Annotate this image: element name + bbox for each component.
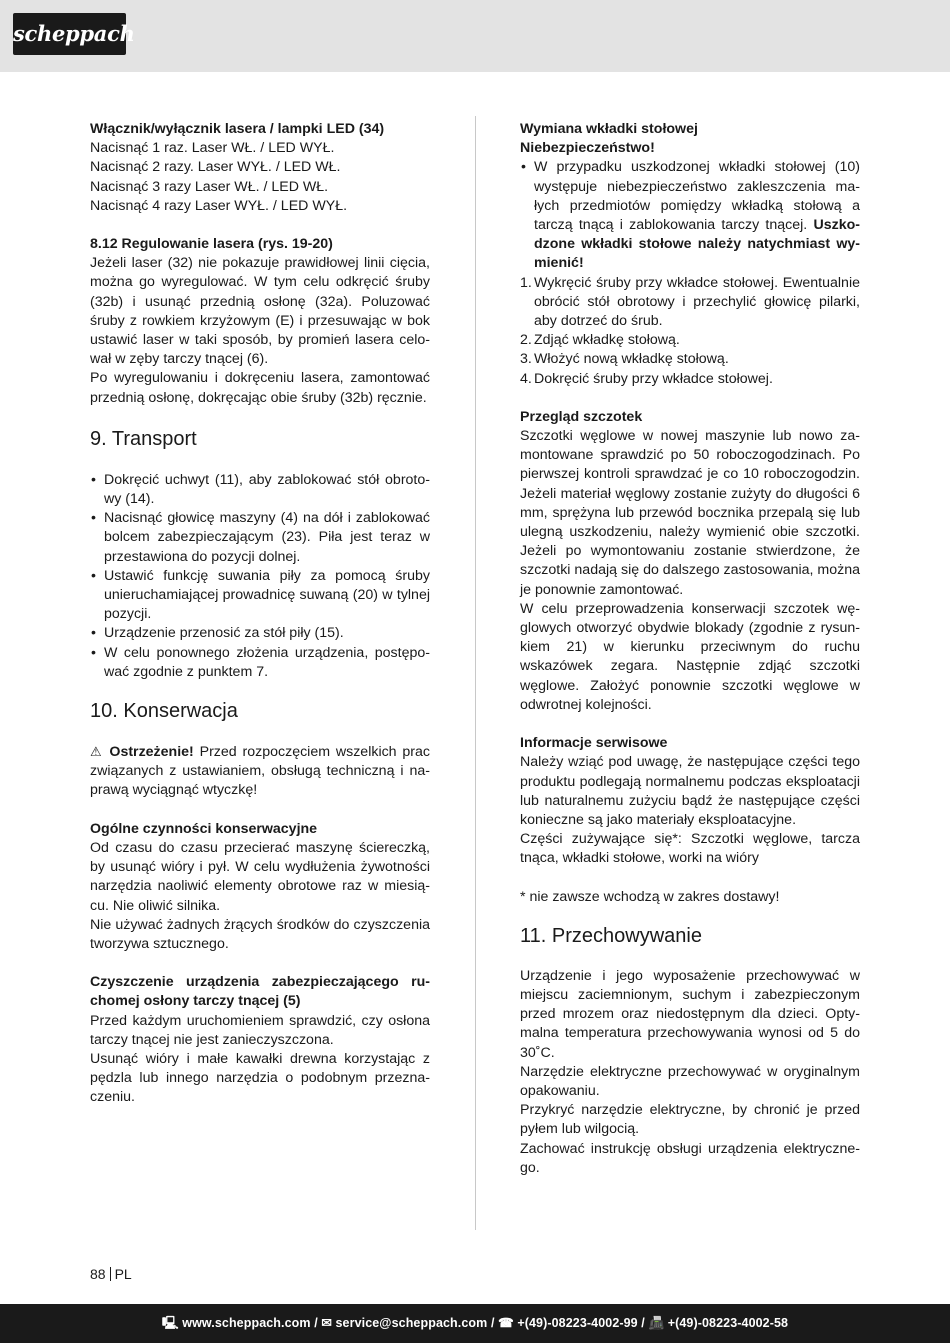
list-item: • Ustawić funkcję suwania piły za pomocą śruby unieruchamiającej prowadnicę suwaną (20) w tylnej pozycji. bbox=[90, 567, 430, 625]
left-column bbox=[90, 120, 430, 1108]
list-item bbox=[520, 350, 860, 369]
list-item: • Urządzenie przenosić za stół piły (15). bbox=[90, 624, 430, 643]
step-text: Zdjąć wkładkę stołową. bbox=[534, 332, 680, 349]
delivery-note: * nie zawsze wchodzą w zakres dostawy! bbox=[520, 888, 780, 905]
laser-adjust-paragraph: Jeżeli laser (32) nie pokazuje prawidłowej linii cięcia, można go wyregulować. W tym celu odkręcić śruby (32b) i usunąć przednią osłonę (32a). Poluzować śruby z rowkiem krzyżowym (E) i przesuwając w bok ustawić laser w taki sposób, by promień lasera celował w zęby tarczy tnącej (6). bbox=[90, 255, 430, 368]
service-paragraph: Części zużywające się*: Szczotki węglowe, tarcza tnąca, wkładki stołowe, worki na wióry bbox=[520, 831, 860, 867]
footer-web[interactable]: www.scheppach.com bbox=[182, 1316, 311, 1331]
insert-warning-bold: Uszkodzone wkładki stołowe należy natychmiast wymienić! bbox=[534, 217, 860, 272]
warning-paragraph bbox=[90, 742, 430, 801]
page-number-value: 88 bbox=[90, 1266, 106, 1282]
list-item bbox=[520, 331, 860, 350]
phone-icon: ☎ bbox=[498, 1316, 514, 1331]
list-item bbox=[520, 274, 860, 332]
laser-adjust-paragraph: Po wyregulowaniu i dokręceniu lasera, zamontować przednią osłonę, dokręcając obie śruby (32b) ręcznie. bbox=[90, 370, 430, 406]
cleaning-paragraph: Przed każdym uruchomieniem sprawdzić, czy osłona tarczy tnącej nie jest zanieczyszczona. bbox=[90, 1012, 430, 1048]
service-paragraph: Należy wziąć pod uwagę, że następujące części tego produktu podlegają normalnemu podczas eksploatacji lub naturalnemu zużyciu bądź że następujące części konieczne są jako materiały eksploatacyjne. bbox=[520, 754, 860, 828]
section-heading-storage: 11. Przechowywanie bbox=[520, 924, 702, 947]
step-number: 1. bbox=[520, 274, 532, 291]
insert-steps bbox=[520, 274, 860, 389]
footer-bar bbox=[0, 1304, 950, 1343]
storage-paragraph: Przykryć narzędzie elektryczne, by chronić je przed pyłem lub wilgocią. bbox=[520, 1102, 860, 1138]
monitor-icon: 🖳 bbox=[161, 1316, 179, 1331]
list-item: • Dokręcić uchwyt (11), aby zablokować stół obrotowy (14). bbox=[90, 471, 430, 509]
list-item: • W celu ponownego złożenia urządzenia, postępować zgodnie z punktem 7. bbox=[90, 644, 430, 682]
laser-adjust-title: 8.12 Regulowanie lasera (rys. 19-20) bbox=[90, 236, 333, 253]
step-number: 2. bbox=[520, 332, 532, 349]
footer-mail[interactable]: service@scheppach.com bbox=[335, 1316, 488, 1331]
footer-separator: / bbox=[310, 1316, 322, 1331]
right-column bbox=[520, 120, 860, 1178]
general-maintenance-paragraph: Nie używać żadnych żrących środków do czyszczenia tworzywa sztucznego. bbox=[90, 916, 430, 952]
column-divider bbox=[475, 116, 476, 1230]
footer-phone: +(49)-08223-4002-99 bbox=[517, 1316, 638, 1331]
cleaning-paragraph: Usunąć wióry i małe kawałki drewna korzystając z pędzla lub innego narzędzia o podobnym przeznaczeniu. bbox=[90, 1050, 430, 1106]
warning-text: Przed rozpoczęciem wszelkich prac związanych z ustawianiem, obsługą techniczną i naprawą wyciągnąć wtyczkę! bbox=[90, 744, 431, 799]
general-maintenance-paragraph: Od czasu do czasu przecierać maszynę ściereczką, by usunąć wióry i pył. W celu wydłużenia żywotności narzędzia naoliwić elementy obrotowe raz w miesiącu. Nie oliwić silnika. bbox=[90, 839, 430, 914]
insert-warning-text: W przypadku uszkodzonej wkładki stołowej (10) występuje niebezpieczeństwo zakleszczenia małych przedmiotów pomiędzy wkładką stołową a tarczą tnącą i zablokowania tarczy tnącej. bbox=[534, 159, 860, 234]
transport-list bbox=[90, 471, 430, 682]
storage-paragraph: Zachować instrukcję obsługi urządzenia elektrycznego. bbox=[520, 1140, 860, 1176]
step-number: 3. bbox=[520, 351, 532, 368]
section-heading-transport: 9. Transport bbox=[90, 427, 197, 450]
footer-separator: / bbox=[487, 1316, 499, 1331]
list-item: • Nacisnąć głowicę maszyny (4) na dół i zablokować bolcem zabezpieczającym (23). Piła jest teraz w przestawiona do pozycji dolnej. bbox=[90, 509, 430, 567]
storage-paragraph: Narzędzie elektryczne przechowywać w oryginalnym opakowaniu. bbox=[520, 1063, 860, 1099]
mail-icon: ✉ bbox=[321, 1316, 332, 1331]
service-title: Informacje serwisowe bbox=[520, 735, 668, 752]
brushes-paragraph: W celu przeprowadzenia konserwacji szczotek węglowych otworzyć obydwie blokady (zgodnie z rysunkiem 21) w kierunku przeciwnym do ruchu wskazówek zegara. Następnie zdjąć szczotki węglowe. Założyć ponownie szczotki węglowe w odwrotnej kolejności. bbox=[520, 600, 860, 713]
fax-icon: 📠 bbox=[648, 1316, 665, 1331]
header-band bbox=[0, 0, 950, 72]
insert-warning-list bbox=[520, 158, 860, 273]
brushes-title: Przegląd szczotek bbox=[520, 408, 643, 425]
danger-label: Niebezpieczeństwo! bbox=[520, 140, 655, 157]
footer-separator: / bbox=[637, 1316, 649, 1331]
list-item bbox=[520, 158, 860, 273]
step-text: Wykręcić śruby przy wkładce stołowej. Ewentualnie obrócić stół obrotowy i przechylić głowicę pilarki, aby dotrzeć do śrub. bbox=[534, 274, 860, 330]
section-heading-konserwacja: 10. Konserwacja bbox=[90, 700, 238, 723]
page-language: PL bbox=[114, 1266, 132, 1282]
general-maintenance-title: Ogólne czynności konserwacyjne bbox=[90, 820, 318, 837]
page-number bbox=[90, 1265, 132, 1283]
warning-label: Ostrzeżenie! bbox=[109, 744, 194, 761]
footer-fax: +(49)-08223-4002-58 bbox=[667, 1316, 789, 1331]
step-text: Włożyć nową wkładkę stołową. bbox=[534, 351, 729, 368]
cleaning-title: Czyszczenie urządzenia zabezpieczającego ruchomej osłony tarczy tnącej (5) bbox=[90, 974, 430, 1010]
laser-switch-title: Włącznik/wyłącznik lasera / lampki LED (34) bbox=[90, 121, 385, 137]
laser-switch-line: Nacisnąć 2 razy. Laser WYŁ. / LED WŁ. bbox=[90, 159, 341, 176]
laser-switch-line: Nacisnąć 3 razy Laser WŁ. / LED WŁ. bbox=[90, 178, 329, 195]
list-item bbox=[520, 370, 860, 389]
laser-switch-line: Nacisnąć 4 razy Laser WYŁ. / LED WYŁ. bbox=[90, 197, 348, 214]
step-number: 4. bbox=[520, 370, 532, 387]
page-number-separator bbox=[110, 1267, 111, 1281]
insert-title: Wymiana wkładki stołowej bbox=[520, 121, 698, 137]
storage-paragraph: Urządzenie i jego wyposażenie przechowywać w miejscu zaciemnionym, suchym i zabezpieczonym przed mrozem oraz niedostępnym dla dzieci. Optymalna temperatura przechowywania wynosi od 5 do 30˚C. bbox=[520, 967, 860, 1061]
brushes-paragraph: Szczotki węglowe w nowej maszynie lub nowo zamontowane sprawdzić po 50 roboczogodzinach. Po pierwszej kontroli sprawdzać je co 10 roboczogodzin. Jeżeli materiał węglowy zostanie zużyty do długości 6 mm, sprężyna lub przewód bocznika przepalą się lub ulegną uszkodzeniu, należy wymienić obie szczotki. Jeżeli po wymontowaniu zostanie stwierdzone, że szczotki nadają się do dalszego zastosowania, można je ponownie zamontować. bbox=[520, 428, 860, 598]
laser-switch-line: Nacisnąć 1 raz. Laser WŁ. / LED WYŁ. bbox=[90, 140, 335, 157]
warning-icon: ⚠ bbox=[90, 744, 104, 760]
scheppach-logo: scheppach bbox=[13, 13, 126, 55]
step-text: Dokręcić śruby przy wkładce stołowej. bbox=[534, 370, 773, 387]
